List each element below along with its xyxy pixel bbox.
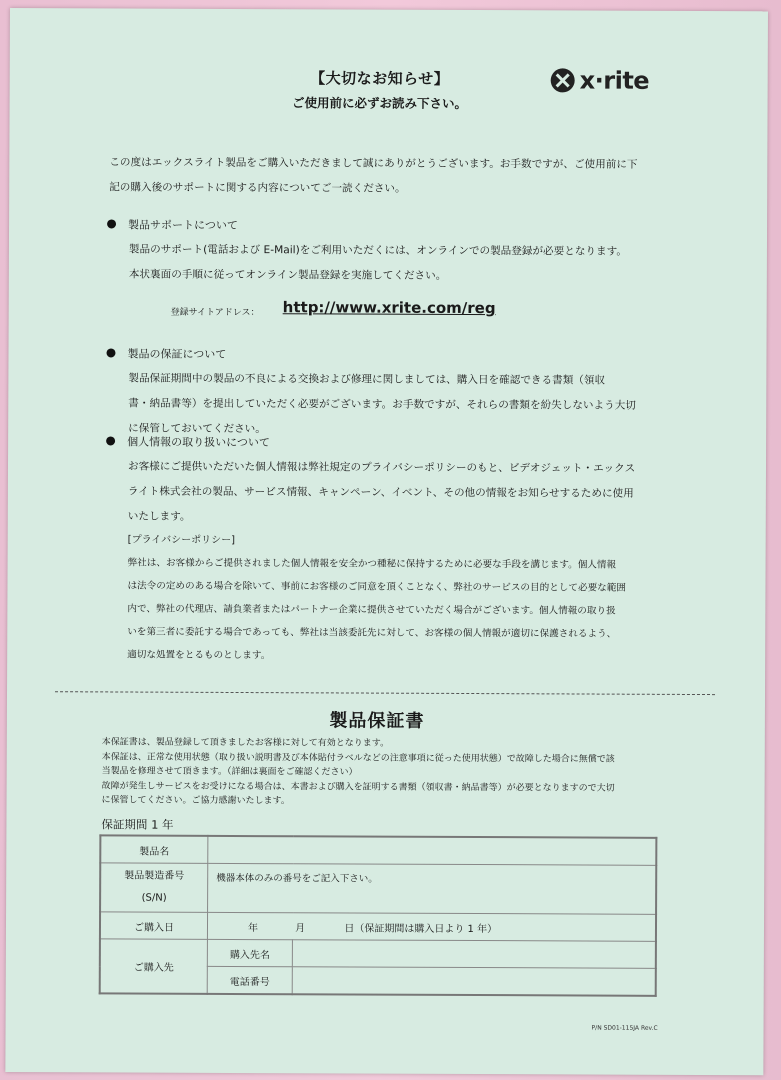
warranty-form-table bbox=[99, 834, 658, 996]
bullet-icon bbox=[106, 348, 115, 357]
privacy-line: いたします。 bbox=[127, 510, 191, 523]
phone-label: 電話番号 bbox=[207, 966, 292, 994]
warranty-info-line: 製品保証期間中の製品の不良による交換および修理に関しましては、購入日を確認できる書類（領収 bbox=[128, 372, 606, 387]
intro-line: この度はエックスライト製品をご購入いただきまして誠にありがとうございます。お手数ですが、ご使用前に下 bbox=[109, 156, 638, 171]
privacy-policy-line: いを第三者に委託する場合であっても、弊社は当該委託先に対して、お客様の個人情報が適切に保護されるよう、 bbox=[127, 626, 617, 640]
certificate-line: 本保証書は、製品登録して頂きましたお客様に対して有効となります。 bbox=[101, 737, 390, 749]
store-name-field[interactable] bbox=[292, 940, 656, 969]
privacy-policy-line: 適切な処置をとるものとします。 bbox=[127, 649, 271, 662]
warranty-certificate-text bbox=[102, 735, 672, 810]
support-line: 製品のサポート(電話および E-Mail)をご利用いただくには、オンラインでの製品登録が必要となります。 bbox=[128, 243, 627, 258]
warranty-info-line: 書・納品書等）を提出していただく必要がございます。お手数ですが、それらの書類を紛失しないよう大切 bbox=[128, 397, 636, 412]
purchase-place-label: ご購入先 bbox=[100, 939, 208, 994]
privacy-section bbox=[105, 429, 666, 668]
store-name-label: 購入先名 bbox=[207, 939, 292, 966]
serial-number-label-sub: (S/N) bbox=[141, 892, 167, 904]
table-row bbox=[100, 939, 656, 968]
privacy-line: お客様にご提供いただいた個人情報は弊社規定のプライバシーポリシーのもと、ビデオジェット・エックス bbox=[127, 460, 636, 475]
certificate-line: 本保証は、正常な使用状態（取り扱い説明書及び本体貼付ラベルなどの注意事項に従った使用状態）で故障した場合に無償で該 bbox=[101, 751, 615, 765]
table-row bbox=[100, 863, 656, 914]
privacy-heading-text: 個人情報の取り扱いについて bbox=[127, 435, 270, 450]
product-name-label: 製品名 bbox=[100, 835, 208, 863]
privacy-body bbox=[105, 454, 666, 668]
privacy-policy-line: は法令の定めのある場合を除いて、事前にお客様のご同意を頂くことなく、弊社のサービスの目的として必要な範囲 bbox=[127, 580, 626, 594]
support-body bbox=[107, 237, 667, 289]
cut-line-divider bbox=[55, 691, 715, 695]
bullet-icon bbox=[106, 436, 115, 445]
xrite-logo-text: x·rite bbox=[579, 66, 650, 95]
warranty-info-section bbox=[106, 341, 666, 443]
warranty-period: 保証期間 1 年 bbox=[101, 817, 174, 832]
support-heading-text: 製品サポートについて bbox=[128, 218, 238, 232]
product-name-field[interactable] bbox=[208, 836, 657, 865]
certificate-line: 当製品を修理させて頂きます。（詳細は裏面をご確認ください） bbox=[101, 766, 358, 778]
document-sheet bbox=[5, 8, 768, 1075]
privacy-policy-line: 弊社は、お客様からご提供されました個人情報を安全かつ種秘に保持するために必要な手段を講じます。個人情報 bbox=[127, 557, 617, 571]
intro-paragraph bbox=[109, 150, 669, 202]
support-heading bbox=[107, 212, 667, 239]
registration-url-link[interactable]: http://www.xrite.com/reg bbox=[282, 298, 496, 318]
table-row bbox=[100, 835, 656, 865]
warranty-info-line: に保管しておいてください。 bbox=[128, 422, 266, 436]
warranty-info-heading-text: 製品の保証について bbox=[127, 347, 227, 361]
purchase-date-label: ご購入日 bbox=[100, 912, 208, 939]
xrite-logo bbox=[550, 66, 650, 94]
year-label: 年 bbox=[247, 922, 259, 934]
warranty-certificate-title: 製品保証書 bbox=[329, 710, 425, 732]
serial-number-note: 機器本体のみの番号をご記入下さい。 bbox=[216, 872, 378, 885]
month-label: 月 bbox=[295, 922, 306, 934]
privacy-policy-label: [プライバシーポリシー] bbox=[127, 534, 236, 546]
serial-number-label-text: 製品製造番号 bbox=[124, 870, 185, 882]
serial-number-label bbox=[100, 863, 208, 912]
notice-title: 【大切なお知らせ】 bbox=[310, 69, 450, 88]
certificate-line: 故障が発生しサービスをお受けになる場合は、本書および購入を証明する書類（領収書・納品書等）が必要となりますので大切 bbox=[101, 780, 615, 794]
notice-subtitle: ご使用前に必ずお読み下さい。 bbox=[292, 95, 468, 111]
xrite-logo-icon bbox=[550, 67, 576, 93]
purchase-date-field[interactable] bbox=[207, 912, 656, 941]
certificate-line: に保管してください。ご協力感謝いたします。 bbox=[101, 795, 290, 807]
privacy-line: ライト株式会社の製品、サービス情報、キャンペーン、イベント、その他の情報をお知らせするために使用 bbox=[127, 485, 634, 500]
support-line: 本状裏面の手順に従ってオンライン製品登録を実施してください。 bbox=[128, 268, 447, 282]
warranty-info-heading bbox=[106, 341, 666, 368]
serial-number-field[interactable] bbox=[208, 863, 657, 914]
privacy-heading bbox=[106, 429, 666, 456]
table-row bbox=[100, 912, 656, 941]
day-label: 日（保証期間は購入日より 1 年） bbox=[344, 922, 498, 935]
phone-field[interactable] bbox=[292, 967, 656, 996]
part-number: P/N SD01-115JA Rev.C bbox=[591, 1024, 658, 1032]
privacy-policy-line: 内で、弊社の代理店、請負業者またはパートナー企業に提供させていただく場合がございます。個人情報の取り扱 bbox=[127, 603, 616, 617]
registration-url-label: 登録サイトアドレス： bbox=[170, 307, 260, 319]
bullet-icon bbox=[107, 219, 116, 228]
support-section bbox=[107, 212, 667, 289]
intro-line: 記の購入後のサポートに関する内容についてご一読ください。 bbox=[109, 181, 406, 195]
